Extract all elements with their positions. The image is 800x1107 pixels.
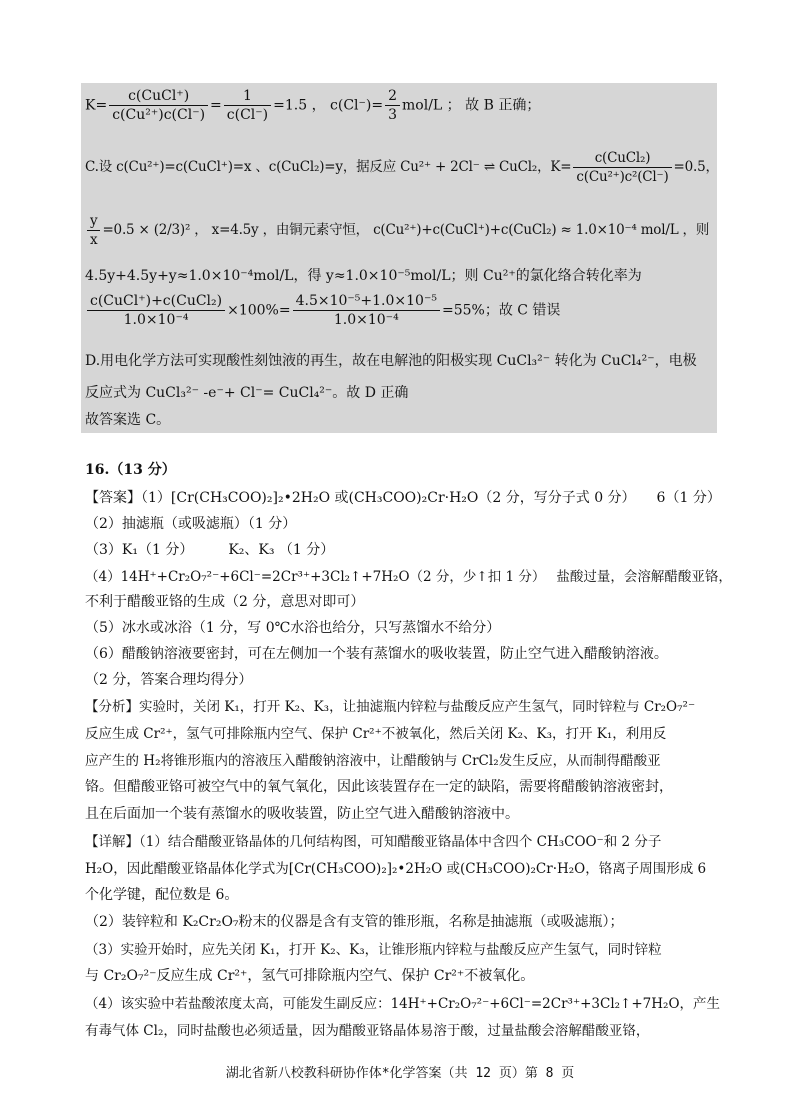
- inverse-denominator: c(Cl⁻): [226, 107, 269, 123]
- k-conclusion: mol/L ； 故 B 正确；: [402, 97, 541, 114]
- rate-denominator-1: 1.0×10⁻⁴: [123, 312, 189, 328]
- yx-fraction: [87, 213, 100, 248]
- answer-line-4b: 不利于醋酸亚铬的生成（2 分，意思对即可）: [85, 594, 365, 610]
- detail-line-5: （3）实验开始时，应先关闭 K₁，打开 K₂、K₃，让锥形瓶内锌粒与盐酸反应产生氢气，同时锌粒: [85, 942, 662, 958]
- k-result: =1.5 ， c(Cl⁻)=: [273, 97, 384, 114]
- c-k-fraction: [573, 150, 671, 185]
- fraction-numerator: 2: [385, 88, 400, 106]
- rate-multiplier: ×100%=: [227, 302, 291, 319]
- c-k-denominator: c(Cu²⁺)c²(Cl⁻): [576, 169, 669, 185]
- page-footer: 湖北省新八校教科研协作体*化学答案（共 12 页）第 8 页: [225, 1066, 575, 1081]
- answer-line-1: 【答案】（1）[Cr(CH₃COO)₂]₂•2H₂O 或(CH₃COO)₂Cr·H₂O（2 分，写分子式 0 分） 6（1 分）: [85, 490, 721, 506]
- rate-fraction-1: [87, 293, 225, 328]
- detail-line-8: 有毒气体 Cl₂，同时盐酸也必须适量，因为醋酸亚铬晶体易溶于酸，过量盐酸会溶解醋酸亚铬，: [85, 1023, 650, 1039]
- option-c-line: [85, 150, 719, 185]
- equals-sign: =: [210, 97, 222, 114]
- answer-line-3: （3）K₁（1 分） K₂、K₃ （1 分）: [85, 542, 335, 558]
- answer-line-5: （5）冰水或冰浴（1 分，写 0℃水浴也给分，只写蒸馏水不给分）: [85, 620, 501, 636]
- option-d-line-1: D.用电化学方法可实现酸性刻蚀液的再生，故在电解池的阳极实现 CuCl₃²⁻ 转化为 CuCl₄²⁻，电极: [85, 353, 697, 369]
- fraction-denominator: 3: [388, 107, 398, 123]
- answer-choice-line: 故答案选 C。: [85, 412, 171, 428]
- detail-line-1: 【详解】（1）结合醋酸亚铬晶体的几何结构图，可知醋酸亚铬晶体中含四个 CH₃COO⁻和 2 分子: [85, 834, 662, 850]
- conservation-line: 4.5y+4.5y+y≈1.0×10⁻⁴mol/L，得 y≈1.0×10⁻⁵mol/L；则 Cu²⁺的氯化络合转化率为: [85, 268, 642, 284]
- detail-line-2: H₂O，因此醋酸亚铬晶体化学式为[Cr(CH₃COO)₂]₂•2H₂O 或(CH₃COO)₂Cr·H₂O，铬离子周围形成 6: [85, 861, 707, 877]
- answer-line-4: （4）14H⁺+Cr₂O₇²⁻+6Cl⁻=2Cr³⁺+3Cl₂↑+7H₂O（2 分，少↑扣 1 分） 盐酸过量，会溶解醋酸亚铬，: [85, 569, 732, 585]
- analysis-line-1: 【分析】实验时，关闭 K₁，打开 K₂、K₃，让抽滤瓶内锌粒与盐酸反应产生氢气，同时锌粒与 Cr₂O₇²⁻: [85, 699, 696, 715]
- analysis-line-2: 反应生成 Cr²⁺，氢气可排除瓶内空气、保护 Cr²⁺不被氧化，然后关闭 K₂、K₃，打开 K₁，利用反: [85, 726, 667, 742]
- k-expression-line: [85, 88, 540, 123]
- rate-denominator-2: 1.0×10⁻⁴: [333, 312, 399, 328]
- option-d-line-2: 反应式为 CuCl₃²⁻ -e⁻+ Cl⁻= CuCl₄²⁻。故 D 正确: [85, 385, 409, 401]
- solution-shaded-box: [81, 83, 717, 433]
- detail-line-3: 个化学键，配位数是 6。: [85, 887, 239, 903]
- analysis-line-4: 铬。但醋酸亚铬可被空气中的氧气氧化，因此该装置存在一定的缺陷，需要将醋酸钠溶液密封，: [85, 779, 673, 795]
- conversion-line: [85, 293, 560, 328]
- yx-line: [85, 213, 709, 248]
- rate-numerator-1: c(CuCl⁺)+c(CuCl₂): [87, 293, 225, 311]
- inverse-numerator: 1: [224, 88, 271, 106]
- k-label: K=: [85, 97, 108, 114]
- detail-line-7: （4）该实验中若盐酸浓度太高，可能发生副反应：14H⁺+Cr₂O₇²⁻+6Cl⁻=2Cr³⁺+3Cl₂↑+7H₂O，产生: [85, 996, 721, 1012]
- k-fraction: [109, 88, 208, 123]
- c-k-numerator: c(CuCl₂): [573, 150, 671, 168]
- answer-line-2: （2）抽滤瓶（或吸滤瓶）（1 分）: [85, 516, 297, 532]
- k-numerator: c(CuCl⁺): [109, 88, 208, 106]
- yx-text: =0.5 × (2/3)² ， x=4.5y ，由铜元素守恒， c(Cu²⁺)+c(CuCl⁺)+c(CuCl₂) ≈ 1.0×10⁻⁴ mol/L ，则: [102, 222, 710, 238]
- k-denominator: c(Cu²⁺)c(Cl⁻): [112, 107, 206, 123]
- answer-line-6: （6）醋酸钠溶液要密封，可在左侧加一个装有蒸馏水的吸收装置，防止空气进入醋酸钠溶液。: [85, 646, 668, 662]
- inverse-fraction: [224, 88, 271, 123]
- analysis-line-3: 应产生的 H₂将锥形瓶内的溶液压入醋酸钠溶液中，让醋酸钠与 CrCl₂发生反应，从而制得醋酸亚: [85, 753, 661, 769]
- yx-denominator: x: [90, 232, 98, 248]
- c-k-value: =0.5，: [673, 159, 719, 175]
- detail-line-6: 与 Cr₂O₇²⁻反应生成 Cr²⁺，氢气可排除瓶内空气、保护 Cr²⁺不被氧化。: [85, 968, 535, 984]
- yx-numerator: y: [87, 213, 100, 231]
- analysis-line-5: 且在后面加一个装有蒸馏水的吸收装置，防止空气进入醋酸钠溶液中。: [85, 806, 519, 822]
- answer-line-6b: （2 分，答案合理均得分）: [85, 672, 253, 688]
- detail-line-4: （2）装锌粒和 K₂Cr₂O₇粉末的仪器是含有支管的锥形瓶，名称是抽滤瓶（或吸滤瓶）；: [85, 914, 624, 930]
- two-thirds-fraction: [385, 88, 400, 123]
- rate-numerator-2: 4.5×10⁻⁵+1.0×10⁻⁵: [293, 293, 440, 311]
- option-c-text: C.设 c(Cu²⁺)=c(CuCl⁺)=x 、c(CuCl₂)=y，据反应 Cu²⁺ + 2Cl⁻ ⇌ CuCl₂，K=: [85, 159, 572, 175]
- rate-fraction-2: [293, 293, 440, 328]
- rate-conclusion: =55%；故 C 错误: [441, 302, 561, 319]
- question-16-heading: 16.（13 分）: [85, 462, 176, 478]
